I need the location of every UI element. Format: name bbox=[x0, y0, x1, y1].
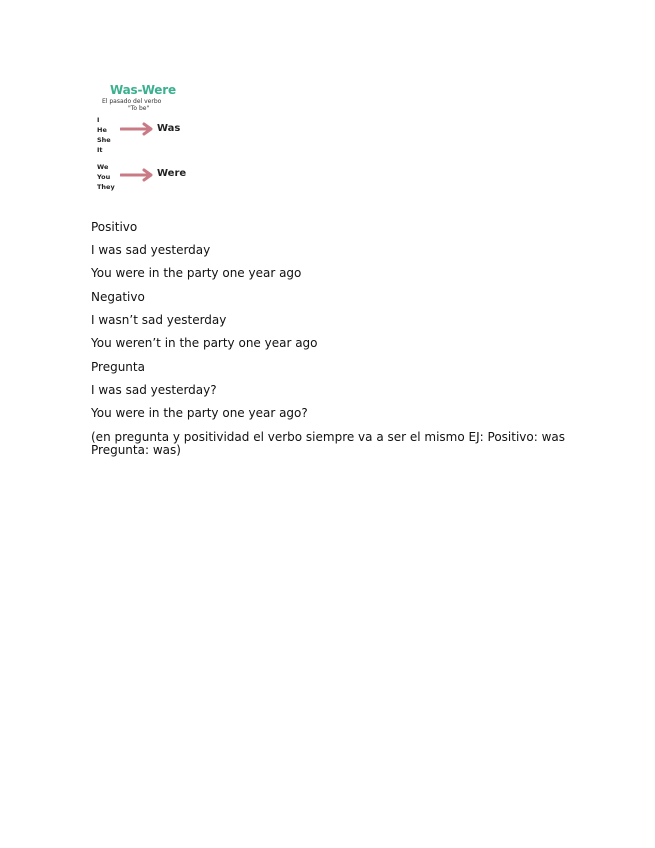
example-line: I wasn’t sad yesterday bbox=[91, 313, 227, 327]
figure-title: Was-Were bbox=[110, 83, 176, 97]
pronoun: It bbox=[97, 146, 103, 154]
heading-pregunta: Pregunta bbox=[91, 360, 145, 374]
example-line: I was sad yesterday bbox=[91, 243, 211, 257]
example-line: You were in the party one year ago bbox=[91, 266, 302, 280]
heading-positivo: Positivo bbox=[91, 220, 138, 234]
example-line: You were in the party one year ago? bbox=[91, 406, 308, 420]
arrow-right-icon bbox=[120, 122, 154, 136]
was-were-figure bbox=[92, 82, 202, 198]
pronoun-list-plural bbox=[97, 162, 115, 192]
pronoun: I bbox=[97, 116, 100, 124]
figure-subtitle-line1: El pasado del verbo bbox=[102, 98, 162, 105]
arrow-right-icon bbox=[120, 168, 154, 182]
pronoun: She bbox=[97, 136, 111, 144]
note-paragraph: (en pregunta y positividad el verbo siempre va a ser el mismo EJ: Positivo: was Pregunta: was) bbox=[91, 430, 569, 457]
figure-subtitle-line2: "To be" bbox=[128, 105, 150, 112]
pronoun-list-singular bbox=[97, 115, 111, 155]
example-line: You weren’t in the party one year ago bbox=[91, 336, 318, 350]
verb-were: Were bbox=[157, 168, 187, 179]
verb-was: Was bbox=[157, 123, 181, 134]
example-line: I was sad yesterday? bbox=[91, 383, 217, 397]
pronoun: We bbox=[97, 163, 109, 171]
heading-negativo: Negativo bbox=[91, 290, 145, 304]
pronoun: You bbox=[97, 173, 111, 181]
pronoun: They bbox=[97, 183, 115, 191]
pronoun: He bbox=[97, 126, 107, 134]
